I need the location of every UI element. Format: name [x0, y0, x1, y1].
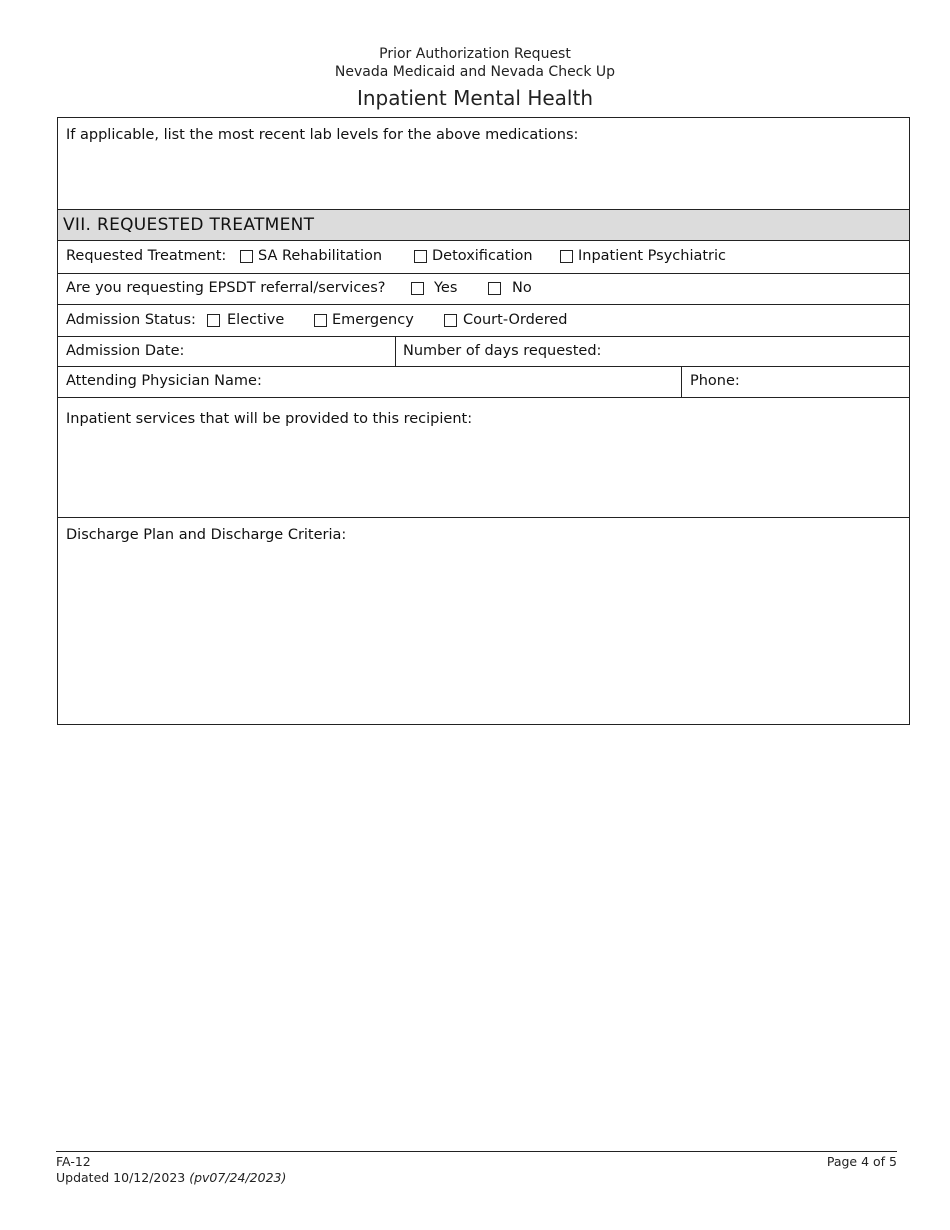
inpatient-services-label: Inpatient services that will be provided to this recipient:	[66, 411, 473, 427]
header-line-1: Prior Authorization Request	[379, 46, 571, 62]
court-ordered-checkbox[interactable]	[444, 314, 457, 327]
version: (pv07/24/2023)	[189, 1170, 287, 1185]
page-number: Page 4 of 5	[826, 1154, 897, 1169]
divider	[681, 367, 682, 397]
court-ordered-label: Court-Ordered	[463, 312, 568, 328]
header-line-2: Nevada Medicaid and Nevada Check Up	[334, 64, 616, 80]
epsdt-yes-checkbox[interactable]	[411, 282, 424, 295]
detoxification-label: Detoxification	[432, 248, 533, 264]
page-footer	[56, 1151, 897, 1185]
lab-levels-label: If applicable, list the most recent lab levels for the above medications:	[66, 127, 579, 143]
epsdt-no-checkbox[interactable]	[488, 282, 501, 295]
updated-line	[56, 1170, 286, 1186]
section-title: VII. REQUESTED TREATMENT	[63, 215, 315, 235]
elective-label: Elective	[227, 312, 285, 328]
detoxification-checkbox[interactable]	[414, 250, 427, 263]
form-id: FA-12	[56, 1154, 91, 1169]
days-requested-label: Number of days requested:	[403, 343, 602, 359]
lab-levels-field[interactable]	[58, 118, 909, 210]
discharge-plan-field[interactable]	[58, 518, 909, 724]
admission-status-row	[58, 305, 909, 337]
epsdt-no-label: No	[512, 280, 532, 296]
treatment-form	[57, 117, 910, 725]
discharge-plan-label: Discharge Plan and Discharge Criteria:	[66, 527, 347, 543]
admission-status-label: Admission Status:	[66, 312, 196, 328]
phone-label: Phone:	[690, 373, 740, 389]
emergency-checkbox[interactable]	[314, 314, 327, 327]
sa-rehabilitation-label: SA Rehabilitation	[258, 248, 383, 264]
sa-rehabilitation-checkbox[interactable]	[240, 250, 253, 263]
inpatient-psychiatric-label: Inpatient Psychiatric	[578, 248, 727, 264]
footer-left	[56, 1154, 286, 1186]
admission-date-label: Admission Date:	[66, 343, 185, 359]
admission-date-row	[58, 337, 909, 367]
page-title: Inpatient Mental Health	[356, 86, 594, 110]
emergency-label: Emergency	[332, 312, 414, 328]
epsdt-label: Are you requesting EPSDT referral/services?	[66, 280, 386, 296]
requested-treatment-label: Requested Treatment:	[66, 248, 227, 264]
elective-checkbox[interactable]	[207, 314, 220, 327]
inpatient-services-field[interactable]	[58, 398, 909, 518]
physician-row	[58, 367, 909, 398]
physician-name-label: Attending Physician Name:	[66, 373, 262, 389]
requested-treatment-row	[58, 241, 909, 274]
updated-date: Updated 10/12/2023	[56, 1170, 186, 1185]
divider	[395, 337, 396, 366]
epsdt-row	[58, 274, 909, 305]
inpatient-psychiatric-checkbox[interactable]	[560, 250, 573, 263]
epsdt-yes-label: Yes	[434, 280, 458, 296]
section-header-requested-treatment	[58, 210, 909, 241]
